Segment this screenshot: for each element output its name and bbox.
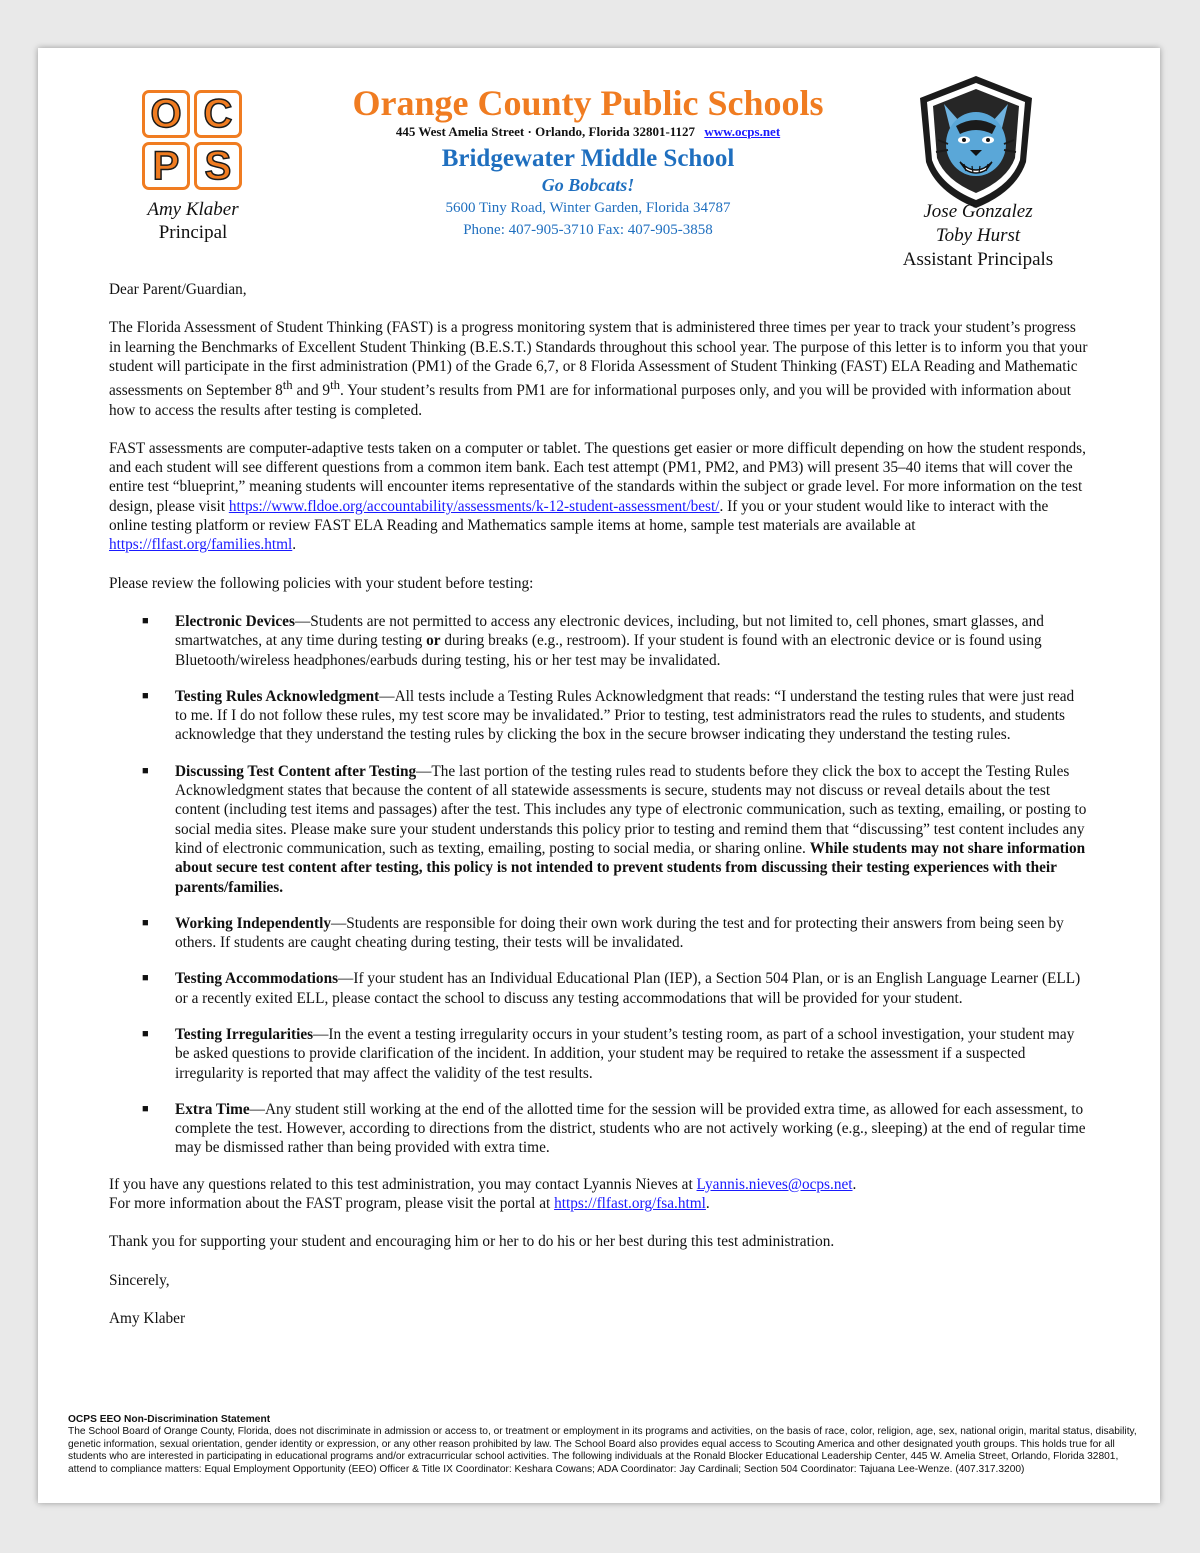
bobcat-shield-icon bbox=[916, 74, 1036, 210]
district-address: 445 West Amelia Street · Orlando, Florida 32801-1127 bbox=[395, 124, 696, 139]
policies-intro: Please review the following policies with your student before testing: bbox=[109, 574, 534, 592]
assistant-principals-block bbox=[878, 200, 1078, 272]
eeo-statement bbox=[68, 1414, 1138, 1476]
bullet-icon: ■ bbox=[142, 689, 149, 702]
paragraph-fast-design: FAST assessments are computer-adaptive tests taken on a computer or tablet. The questions get easier or more difficult depending on how the student responds, and each student will see different questions from a common item bank. Each test attempt (PM1, PM2, and PM3) will present 35–40 items that will cover the entire test “blueprint,” meaning students will encounter items representative of the standards within the subject or grade level. For more information on the test design, please visit https://www.fldoe.org/accountability/assessments/k-12-student-assessment/best/. If you or your student would like to interact with the online testing platform or review FAST ELA Reading and Mathematics sample items at home, sample test materials are available at https://flfast.org/families.html. bbox=[109, 439, 1086, 554]
closing: Sincerely, bbox=[109, 1271, 170, 1289]
eeo-text: The School Board of Orange County, Florida, does not discriminate in admission or access to, or treatment or employment in its programs and activities, on the basis of race, color, religion, age, sex, national origin, marital status, disability, genetic information, sexual orientation, gender identity or expression, or any other reason prohibited by law. The School Board also provides equal access to Scouting America and other designated youth groups. This holds true for all students who are interested in participating in educational programs and/or extracurricular school activities. The following individuals at the Ronald Blocker Educational Leadership Center, 445 W. Amelia Street, Orlando, Florida 32801, attend to compliance matters: Equal Employment Opportunity (EEO) Officer & Title IX Coordinator: Keshara Cowans; ADA Coordinator: Jay Cardinali; Section 504 Coordinator: Tajuana Lee-Wenze. (407.317.3200) bbox=[68, 1426, 1137, 1475]
contact-paragraph: If you have any questions related to this test administration, you may contact Lyannis Nieves at Lyannis.nieves@ocps.net. For more information about the FAST program, please visit the portal at https://flfast.org/fsa.html. bbox=[109, 1175, 857, 1213]
letterhead bbox=[328, 82, 848, 240]
district-website-link[interactable]: www.ocps.net bbox=[704, 124, 781, 139]
letter-body bbox=[109, 280, 1089, 1347]
principal-title: Principal bbox=[158, 222, 228, 243]
policies-list bbox=[109, 612, 1089, 1158]
assistant-principal-1: Jose Gonzalez bbox=[923, 201, 1033, 222]
assistant-principal-2: Toby Hurst bbox=[935, 225, 1021, 246]
school-name: Bridgewater Middle School bbox=[441, 145, 735, 172]
logo-letter: O bbox=[142, 90, 190, 138]
bullet-icon: ■ bbox=[142, 1102, 149, 1115]
flfast-families-link[interactable]: https://flfast.org/families.html bbox=[109, 536, 293, 554]
policy-item-working-independently: ■ Working Independently—Students are responsible for doing their own work during the test and for protecting their answers from being seen by others. If students are caught cheating during testing, their tests will be invalidated. bbox=[142, 914, 1064, 952]
flfast-portal-link[interactable]: https://flfast.org/fsa.html bbox=[554, 1195, 706, 1213]
bullet-icon: ■ bbox=[142, 614, 149, 627]
policy-item-extra-time: ■ Extra Time—Any student still working at the end of the allotted time for the session will be provided extra time, as allowed for each assessment, to complete the test. However, according to directions from the district, students who are not actively working (e.g., sleeping) at the end of regular time may be dismissed rather than being provided with extra time. bbox=[142, 1100, 1086, 1157]
eeo-title: OCPS EEO Non-Discrimination Statement bbox=[68, 1414, 271, 1425]
policy-item-discussing-content: ■ Discussing Test Content after Testing—The last portion of the testing rules read to students before they click the box to accept the Testing Rules Acknowledgment states that because the content of all statewide assessments is secure, students may not discuss or reveal details about the test content (including test items and passages) after the test. This includes any type of electronic communication, such as texting, emailing, or posting to social media sites. Please make sure your student understands this policy prior to testing and remind them that “discussing” test content includes any kind of electronic communication, such as texting, emailing, posting to social media, or sharing online. While students may not share information about secure test content after testing, this policy is not intended to prevent students from discussing their testing experiences with their parents/families. bbox=[142, 762, 1087, 896]
ocps-logo bbox=[142, 90, 242, 190]
school-phone-fax: Phone: 407-905-3710 Fax: 407-905-3858 bbox=[463, 222, 713, 238]
assistant-principals-title: Assistant Principals bbox=[902, 249, 1054, 270]
bullet-icon: ■ bbox=[142, 972, 149, 985]
policy-item-testing-rules: ■ Testing Rules Acknowledgment—All tests include a Testing Rules Acknowledgment that reads: “I understand the testing rules that were just read to me. If I do not follow these rules, my test score may be invalidated.” Prior to testing, test administrators read the rules to students, and students acknowledge that they understand the testing rules by clicking the box in the secure browser indicating they understand the testing rules. bbox=[142, 687, 1075, 744]
district-address-line bbox=[328, 124, 848, 140]
salutation: Dear Parent/Guardian, bbox=[109, 281, 247, 298]
district-name: Orange County Public Schools bbox=[352, 83, 824, 123]
bullet-icon: ■ bbox=[142, 916, 149, 929]
principal-name: Amy Klaber bbox=[147, 199, 239, 220]
policy-item-testing-accommodations: ■ Testing Accommodations—If your student has an Individual Educational Plan (IEP), a Section 504 Plan, or is an English Language Learner (ELL) or a recently exited ELL, please contact the school to discuss any testing accommodations that will be provided for your student. bbox=[142, 970, 1081, 1007]
policy-item-testing-irregularities: ■ Testing Irregularities—In the event a testing irregularity occurs in your student’s testing room, as part of a school investigation, your student may be asked questions to provide clarification of the incident. In addition, your student may be required to retake the assessment if a suspected irregularity is reported that may affect the validity of the test results. bbox=[142, 1026, 1075, 1082]
logo-letter: P bbox=[142, 142, 190, 190]
contact-email-link[interactable]: Lyannis.nieves@ocps.net bbox=[696, 1175, 853, 1193]
logo-letter: S bbox=[194, 142, 242, 190]
school-motto: Go Bobcats! bbox=[541, 175, 635, 195]
bullet-icon: ■ bbox=[142, 764, 149, 777]
paragraph-fast-intro: The Florida Assessment of Student Thinking (FAST) is a progress monitoring system that is administered three times per year to track your student’s progress in learning the Benchmarks of Excellent Student Thinking (B.E.S.T.) Standards throughout this school year. The purpose of this letter is to inform you that your student will participate in the first administration (PM1) of the Grade 6,7, or 8 Florida Assessment of Student Thinking (FAST) ELA Reading and Mathematic assessments on September 8th and 9th. Your student’s results from PM1 are for informational purposes only, and you will be provided with information about how to access the results after testing is completed. bbox=[109, 319, 1088, 419]
bullet-icon: ■ bbox=[142, 1028, 149, 1040]
logo-letter: C bbox=[194, 90, 242, 138]
thanks-paragraph: Thank you for supporting your student and encouraging him or her to do his or her best during this test administration. bbox=[109, 1233, 835, 1251]
policy-item-electronic-devices: ■ Electronic Devices—Students are not permitted to access any electronic devices, including, but not limited to, cell phones, smart glasses, and smartwatches, at any time during testing or during breaks (e.g., restroom). If your student is found with an electronic device or is found using Bluetooth/wireless headphones/earbuds during testing, his or her test may be invalidated. bbox=[142, 612, 1044, 669]
principal-block bbox=[128, 198, 258, 244]
letter-page bbox=[38, 48, 1160, 1503]
school-address: 5600 Tiny Road, Winter Garden, Florida 34787 bbox=[445, 200, 731, 216]
fldoe-best-link[interactable]: https://www.fldoe.org/accountability/assessments/k-12-student-assessment/best/ bbox=[228, 497, 720, 515]
signer-name: Amy Klaber bbox=[109, 1309, 186, 1327]
